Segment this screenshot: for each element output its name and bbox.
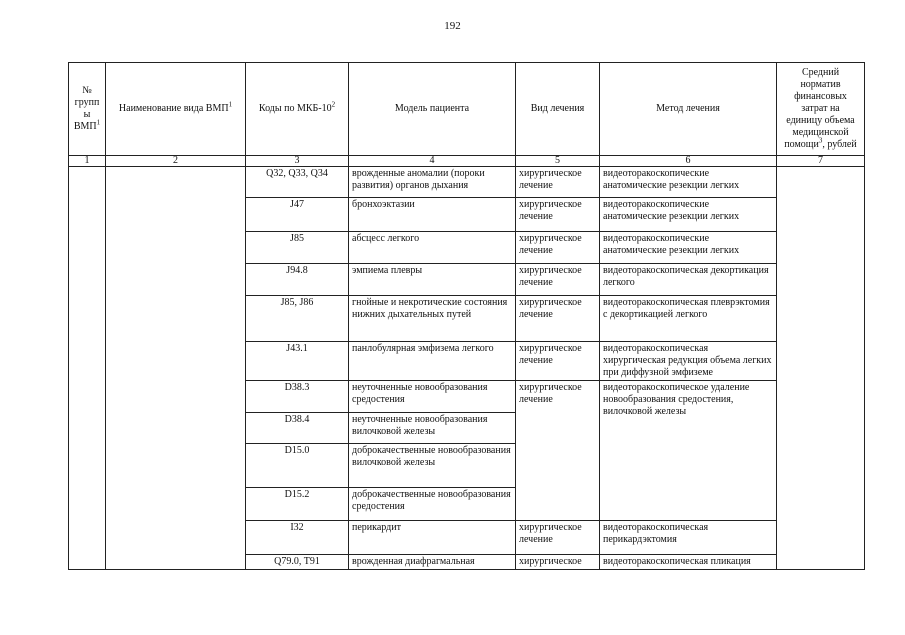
icd-code-cell: D38.3 [246,381,349,413]
icd-code-cell: J94.8 [246,264,349,296]
icd-code-cell: I32 [246,521,349,555]
header-treatment-type: Вид лечения [516,63,600,156]
patient-model-cell: перикардит [349,521,516,555]
header-icd-codes: Коды по МКБ-$10^2$ [246,63,349,156]
column-number: 1 [69,156,106,167]
icd-code-cell: J85, J86 [246,296,349,342]
treatment-method-cell: видеоторакоскопическая пликация [600,555,777,570]
patient-model-cell: эмпиема плевры [349,264,516,296]
vmp-name-cell [106,167,246,570]
icd-code-cell: Q32, Q33, Q34 [246,167,349,198]
header-group-no: № групп ы ВМП$^1$ [69,63,106,156]
treatment-method-cell: видеоторакоскопическая плеврэктомия с декортикацией легкого [600,296,777,342]
treatment-type-cell: хирургическое лечение [516,381,600,521]
patient-model-cell: доброкачественные новообразования вилочковой железы [349,444,516,488]
treatment-type-cell: хирургическое лечение [516,521,600,555]
column-number: 7 [777,156,865,167]
table-row [69,167,865,198]
icd-code-cell: J85 [246,232,349,264]
treatment-type-cell: хирургическое лечение [516,167,600,198]
patient-model-cell: неуточненные новообразования средостения [349,381,516,413]
header-patient-model: Модель пациента [349,63,516,156]
column-number-row [69,156,865,167]
patient-model-cell: абсцесс легкого [349,232,516,264]
patient-model-cell: панлобулярная эмфизема легкого [349,342,516,381]
treatment-method-cell: видеоторакоскопическое удаление новообразования средостения, вилочковой железы [600,381,777,521]
treatment-method-cell: видеоторакоскопические анатомические резекции легких [600,232,777,264]
treatment-method-cell: видеоторакоскопическая хирургическая редукция объема легких при диффузной эмфиземе [600,342,777,381]
icd-code-cell: D15.0 [246,444,349,488]
icd-code-cell: D38.4 [246,413,349,444]
treatment-type-cell: хирургическое лечение [516,232,600,264]
icd-code-cell: Q79.0, T91 [246,555,349,570]
column-number: 5 [516,156,600,167]
treatment-type-cell: хирургическое лечение [516,198,600,232]
patient-model-cell: доброкачественные новообразования средостения [349,488,516,521]
icd-code-cell: D15.2 [246,488,349,521]
patient-model-cell: врожденная диафрагмальная [349,555,516,570]
page-number: 192 [444,20,461,32]
header-vmp-name: Наименование вида ВМП$^1$ [106,63,246,156]
treatment-type-cell: хирургическое лечение [516,296,600,342]
treatment-type-cell: хирургическое [516,555,600,570]
patient-model-cell: врожденные аномалии (пороки развития) органов дыхания [349,167,516,198]
treatment-method-cell: видеоторакоскопические анатомические резекции легких [600,198,777,232]
cost-standard-cell [777,167,865,570]
patient-model-cell: бронхоэктазии [349,198,516,232]
column-number: 3 [246,156,349,167]
header-cost-standard: Средний норматив финансовых затрат на единицу объема медицинской помощи$^3$, рублей [777,63,865,156]
patient-model-cell: гнойные и некротические состояния нижних дыхательных путей [349,296,516,342]
vmp-table [68,62,865,570]
treatment-type-cell: хирургическое лечение [516,342,600,381]
treatment-method-cell: видеоторакоскопические анатомические резекции легких [600,167,777,198]
treatment-type-cell: хирургическое лечение [516,264,600,296]
header-treatment-method: Метод лечения [600,63,777,156]
header-row [69,63,865,156]
group-no-cell [69,167,106,570]
patient-model-cell: неуточненные новообразования вилочковой железы [349,413,516,444]
icd-code-cell: J47 [246,198,349,232]
column-number: 4 [349,156,516,167]
column-number: 6 [600,156,777,167]
treatment-method-cell: видеоторакоскопическая перикардэктомия [600,521,777,555]
icd-code-cell: J43.1 [246,342,349,381]
column-number: 2 [106,156,246,167]
treatment-method-cell: видеоторакоскопическая декортикация легкого [600,264,777,296]
